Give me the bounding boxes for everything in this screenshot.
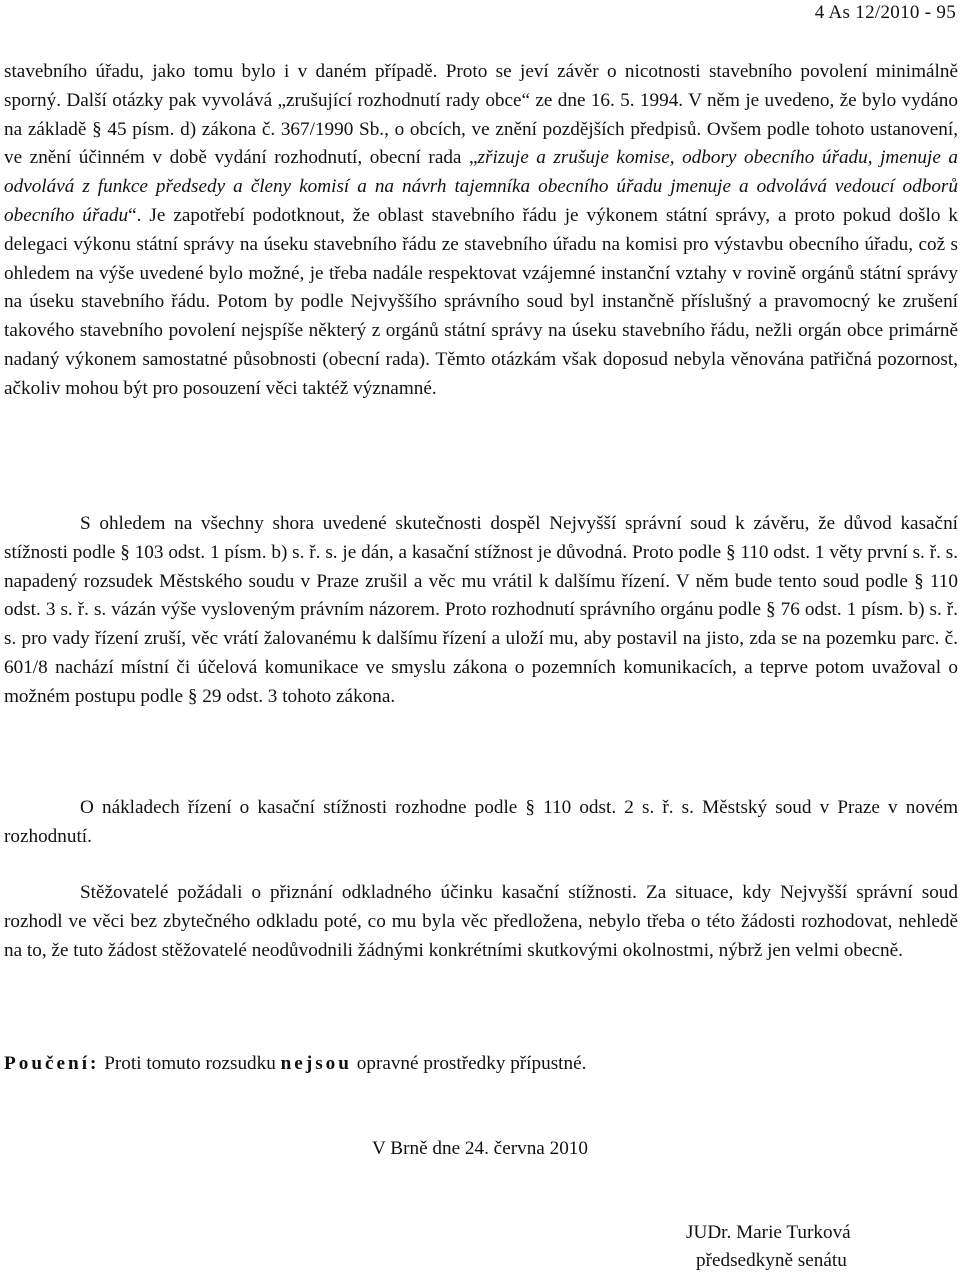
date-place-line: V Brně dne 24. června 2010 (372, 1138, 588, 1159)
signatory-name: JUDr. Marie Turková (686, 1222, 851, 1243)
reasoning-text-end: “. Je zapotřebí podotknout, že oblast stavebního řádu je výkonem státní správy, a proto pokud došlo k delegaci výkonu státní správy na úseku stavebního řádu ze stavebního úřadu na komisi pro výstavbu obecního úřadu, což s ohledem na výše uvedené bylo možné, je třeba nadále respektovat vzájemné instanční vztahy v rovině orgánů státní správy na úseku stavebního řádu. Potom by podle Nejvyššího správního soud byl instančně příslušný a pravomocný ke zrušení takového stavebního povolení nejspíše některý z orgánů státní správy na úseku stavebního řádu, nežli orgán obce primárně nadaný výkonem samostatné působnosti (obecní rada). Těmto otázkám však doposud nebyla věnována patřičná pozornost, ačkoliv mohou být pro posouzení věci taktéž významné. (4, 204, 958, 399)
instruction-text-1: Proti tomuto rozsudku (99, 1053, 281, 1074)
reasoning-text-start: stavebního úřadu, jako tomu bylo i v daném případě. Proto se jeví závěr o nicotnosti stavebního povolení minimálně sporný. Další otázky pak vyvolává „zrušující rozhodnutí rady obce“ ze dne 16. 5. 1994. V něm je uvedeno, že bylo vydáno na základě § 45 písm. d) zákona č. 367/1990 Sb., o obcích, ve znění pozdějších předpisů. Ovšem podle tohoto ustanovení, ve znění účinném v době vydání rozhodnutí, obecní rada „ (4, 61, 958, 169)
instruction-emphasis: nejsou (280, 1053, 352, 1074)
quoted-provision: zřizuje a zrušuje komise, odbory obecního úřadu, jmenuje a odvolává z funkce předsedy a členy komisí a na návrh tajemníka obecního úřadu jmenuje a odvolává vedoucí odborů obecního úřadu (4, 147, 958, 226)
instruction-paragraph (4, 1050, 958, 1079)
case-reference-header: 4 As 12/2010 - 95 (814, 2, 956, 23)
paragraph-suspensive-effect: Stěžovatelé požádali o přiznání odkladného účinku kasační stížnosti. Za situace, kdy Nejvyšší správní soud rozhodl ve věci bez zbytečného odkladu poté, co mu byla věc předložena, nebylo třeba o této žádosti rozhodovat, nehledě na to, že tuto žádost stěžovatelé neodůvodnili žádnými konkrétními skutkovými okolnostmi, nýbrž jen velmi obecně. (4, 882, 958, 961)
signature-block (686, 1219, 851, 1275)
paragraph-reasoning (4, 58, 958, 404)
instruction-label: Poučení: (4, 1053, 100, 1074)
paragraph-conclusion: S ohledem na všechny shora uvedené skutečnosti dospěl Nejvyšší správní soud k závěru, že důvod kasační stížnosti podle § 103 odst. 1 písm. b) s. ř. s. je dán, a kasační stížnost je důvodná. Proto podle § 110 odst. 1 věty první s. ř. s. napadený rozsudek Městského soudu v Praze zrušil a věc mu vrátil k dalšímu řízení. V něm bude tento soud podle § 110 odst. 3 s. ř. s. vázán výše vysloveným právním názorem. Proto rozhodnutí správního orgánu podle § 76 odst. 1 písm. b) s. ř. s. pro vady řízení zruší, věc vrátí žalovanému k dalšímu řízení a uloží mu, aby postavil na jisto, zda se na pozemku parc. č. 601/8 nachází místní či účelová komunikace ve smyslu zákona o pozemních komunikacích, a teprve potom uvažoval o možném postupu podle § 29 odst. 3 tohoto zákona. (4, 513, 958, 707)
signatory-role: předsedkyně senátu (696, 1250, 847, 1271)
paragraph-costs: O nákladech řízení o kasační stížnosti rozhodne podle § 110 odst. 2 s. ř. s. Městský soud v Praze v novém rozhodnutí. (4, 797, 958, 847)
instruction-text-2: opravné prostředky přípustné. (351, 1053, 587, 1074)
